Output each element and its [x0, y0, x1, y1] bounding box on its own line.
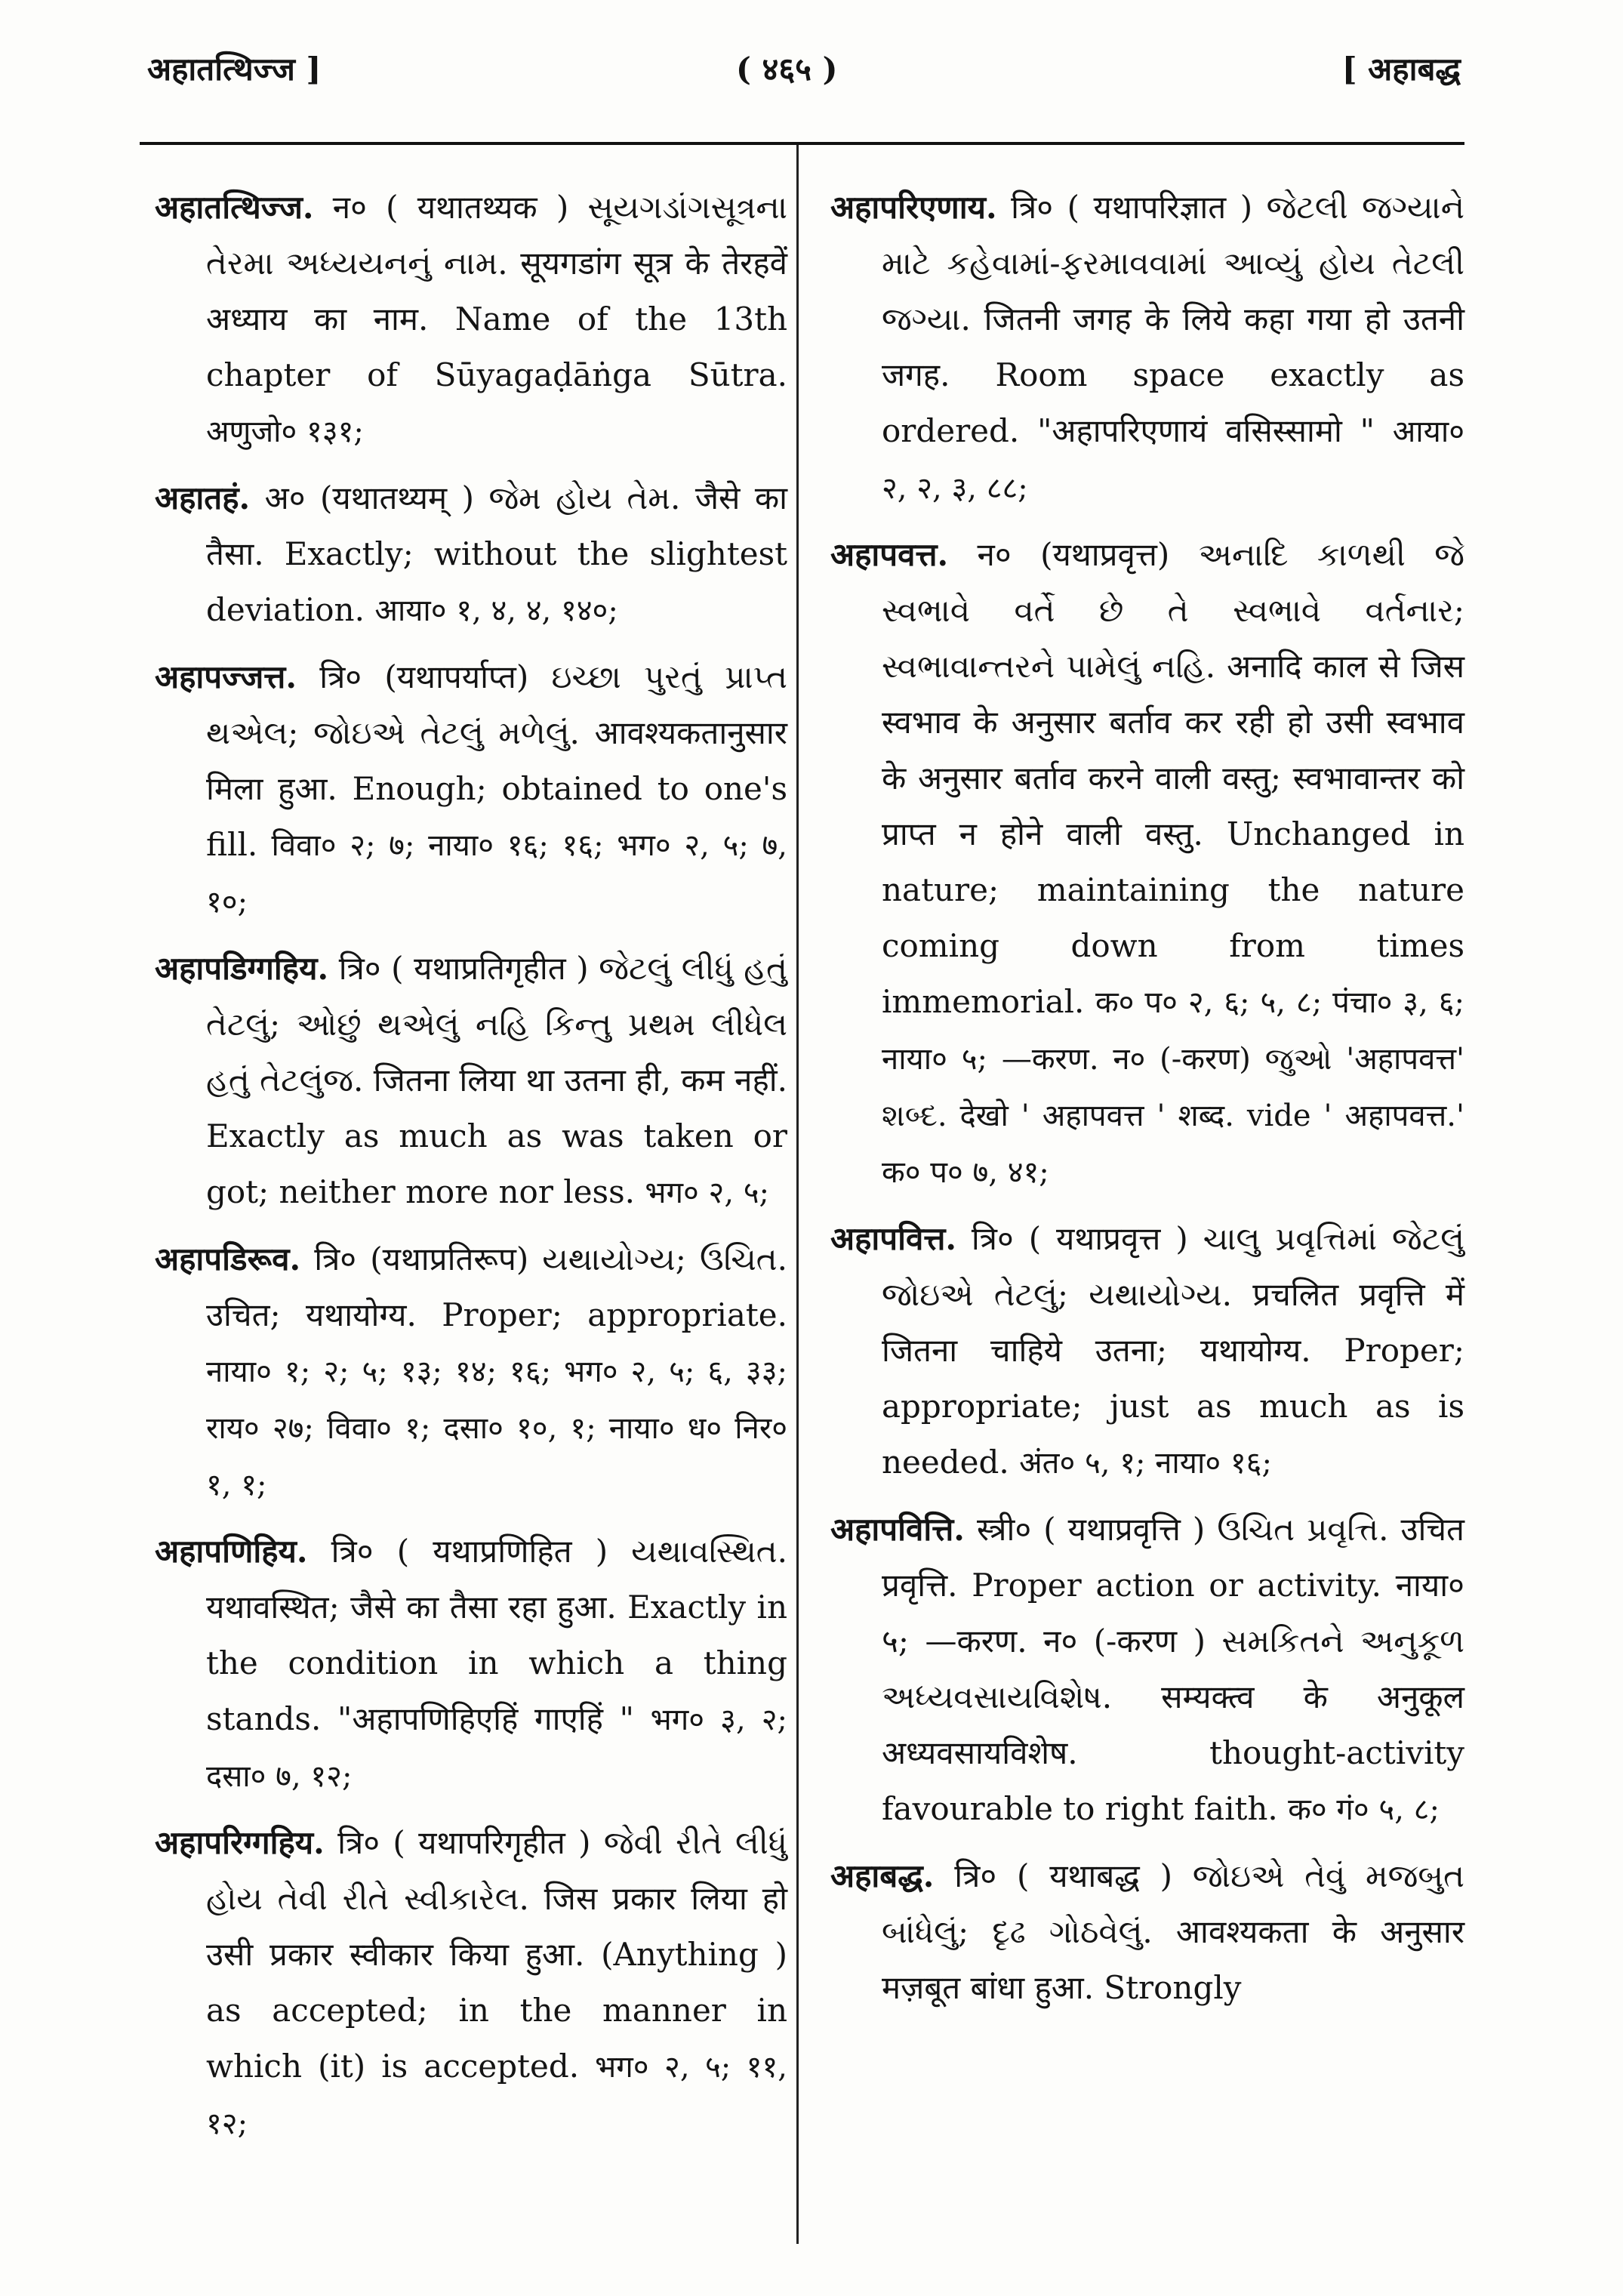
entry-citation: नाया० १; २; ५; १३; १४; १६; भग० २, ५; ६, ३३; राय० २७; विवा० १; दसा० १०, १; नाया० ध० निर० १, १; [206, 1354, 787, 1502]
entry-headword: अहापरिग्गहिय. [155, 1824, 325, 1861]
entry-definition: अ० (यथातथ्यम् ) જેમ હોય તેમ. जैसे का तैसा. Exactly; without the slightest deviation. [206, 479, 787, 628]
entry-headword: अहापज्जत्त. [155, 658, 297, 695]
header-left-guide-word: अहातत्थिज्ज ] [147, 51, 322, 88]
entry-headword: अहापवित्ति. [830, 1511, 965, 1548]
dictionary-entry [155, 1524, 787, 1804]
entry-citation: विवा० २; ७; नाया० १६; १६; भग० २, ५; ७, १०; [206, 828, 787, 920]
entry-definition: त्रि० ( यथाप्रवृत्त ) ચાલુ પ્રવૃત્તિમાં જેટલું જોઇએ તેટલું; યથાયોગ્ય. प्रचलित प्रवृत्ति में जितना चाहिये उतना; यथायोग्य. Proper; appropriate; just as much as is needed. [882, 1220, 1464, 1481]
entry-definition: त्रि० (यथापर्याप्त) ઇચ્છા પુરતું પ્રાપ્ત થએલ; જોઇએ તેટલું મળેલું. आवश्यकतानुसार मिला हुआ. Enough; obtained to one's fill. [206, 658, 787, 863]
entry-definition: न० ( यथातथ्यक ) સૂયગડાંગસૂત્રના તેરમા અધ્યયનનું નામ. सूयगडांग सूत्र के तेरहवें अध्याय का नाम. Name of the 13th chapter of Sūyagaḍāṅga Sūtra. [206, 189, 787, 393]
entry-headword: अहातहं. [155, 479, 251, 516]
column-divider [796, 145, 799, 2244]
right-column [830, 180, 1464, 2027]
entry-headword: अहापडिरूव. [155, 1240, 301, 1277]
dictionary-entry [830, 1502, 1464, 1838]
header-rule [140, 142, 1464, 145]
entry-citation: अंत० ५, १; नाया० १६; [1019, 1446, 1272, 1481]
dictionary-entry [155, 941, 787, 1221]
entry-headword: अहापवत्त. [830, 536, 949, 573]
entry-definition: त्रि० ( यथापरिज्ञात ) જેટલી જગ્યાને માટે કહેવામાં-ફરમાવવામાં આવ્યું હોય તેટલી જગ્યા. जितनी जगह के लिये कहा गया हो उतनी जगह. Room space exactly as ordered. "अहापरिएणायं वसिस्सामो " [882, 189, 1464, 449]
entry-citation: भग० ३, २; दसा० ७, १२; [206, 1703, 787, 1794]
entry-headword: अहापरिएणाय. [830, 189, 997, 226]
left-column [155, 180, 787, 2162]
page-number: ( ४६५ ) [736, 51, 838, 88]
entry-definition: न० (यथाप्रवृत्त) અનાદિ કાળથી જે સ્વભાવે વર્તે છે તે સ્વભાવે વર્તનાર; સ્વભાવાન્તરને પામેલું નહિ. अनादि काल से जिस स्वभाव के अनुसार बर्ताव कर रही हो उसी स्वभाव के अनुसार बर्ताव करने वाली वस्तु; स्वभावान्तर को प्राप्त न होने वाली वस्तु. Unchanged in nature; maintaining the nature coming down from times immemorial. [882, 536, 1464, 1020]
entry-citation: भग० २, ५; [645, 1176, 770, 1210]
dictionary-entry [830, 180, 1464, 516]
entry-citation: आया० १, ४, ४, १४०; [374, 593, 618, 628]
entry-headword: अहापणिहिय. [155, 1533, 308, 1570]
entry-definition: त्रि० ( यथापरिगृहीत ) જેવી રીતે લીધું હોય તેવી રીતે સ્વીકારેલ. जिस प्रकार लिया हो उसी प्रकार स्वीकार किया हुआ. (Anything ) as accepted; in the manner in which (it) is accepted. [206, 1824, 787, 2085]
entry-citation: आया० २, २, ३, ८८; [882, 415, 1464, 506]
entry-citation: क० प० २, ६; ५, ८; पंचा० ३, ६; नाया० ५; —करण. न० (-करण) જુઓ 'अहापवत्त' શબ્દ. देखो ' अहापवत्त ' शब्द. vide ' अहापवत्त.' क० प० ७, ४१; [882, 985, 1464, 1190]
dictionary-entry [155, 180, 787, 460]
entry-definition: स्त्री० ( यथाप्रवृत्ति ) ઉચિત પ્રવૃત્તિ. उचित प्रवृत्ति. Proper action or activity. नाया० ५; —करण. न० (-करण ) સમકિતને અનુકૂળ અધ્યવસાયવિશેષ. सम्यक्त्व के अनुकूल अध्यवसायविशेष. thought-activity favourable to right faith. [882, 1511, 1464, 1827]
dictionary-entry [830, 527, 1464, 1200]
entry-citation: क० गं० ५, ८; [1288, 1792, 1440, 1827]
entry-definition: त्रि० (यथाप्रतिरूप) યથાયોગ્ય; ઉચિત. उचित; यथायोग्य. Proper; appropriate. [206, 1240, 787, 1333]
entry-headword: अहातत्थिज्ज. [155, 189, 314, 226]
entry-headword: अहाबद्ध. [830, 1857, 935, 1894]
dictionary-entry [830, 1211, 1464, 1491]
entry-headword: अहापवित्त. [830, 1220, 956, 1257]
dictionary-entry [155, 649, 787, 930]
dictionary-entry [155, 470, 787, 639]
dictionary-entry [155, 1231, 787, 1513]
entry-citation: अणुजो० १३१; [206, 415, 364, 449]
entry-definition: त्रि० ( यथाबद्ध ) જોઇએ તેવું મજબુત બાંધેલું; દૃઢ ગોઠવેલું. आवश्यकता के अनुसार मज़बूत बांधा हुआ. Strongly [882, 1857, 1464, 2006]
entry-headword: अहापडिग्गहिय. [155, 950, 329, 987]
entry-definition: त्रि० ( यथाप्रतिगृहीत ) જેટલું લીધું હતું તેટલું; ઓછું થએલું નહિ કિન્તુ પ્રથમ લીધેલ હતું તેટલુંજ. जितना लिया था उतना ही, कम नहीं. Exactly as much as was taken or got; neither more nor less. [206, 950, 788, 1210]
entry-citation: भग० २, ५; ११, १२; [206, 2050, 787, 2141]
dictionary-entry [830, 1848, 1464, 2017]
page-header [147, 47, 1461, 100]
dictionary-entry [155, 1815, 787, 2152]
header-right-guide-word: [ अहाबद्ध [1341, 51, 1461, 88]
entry-definition: त्रि० ( यथाप्रणिहित ) યથાવસ્થિત. यथावस्थित; जैसे का तैसा रहा हुआ. Exactly in the condition in which a thing stands. "अहापणिहिएहिं गाएहिं " [206, 1533, 787, 1737]
